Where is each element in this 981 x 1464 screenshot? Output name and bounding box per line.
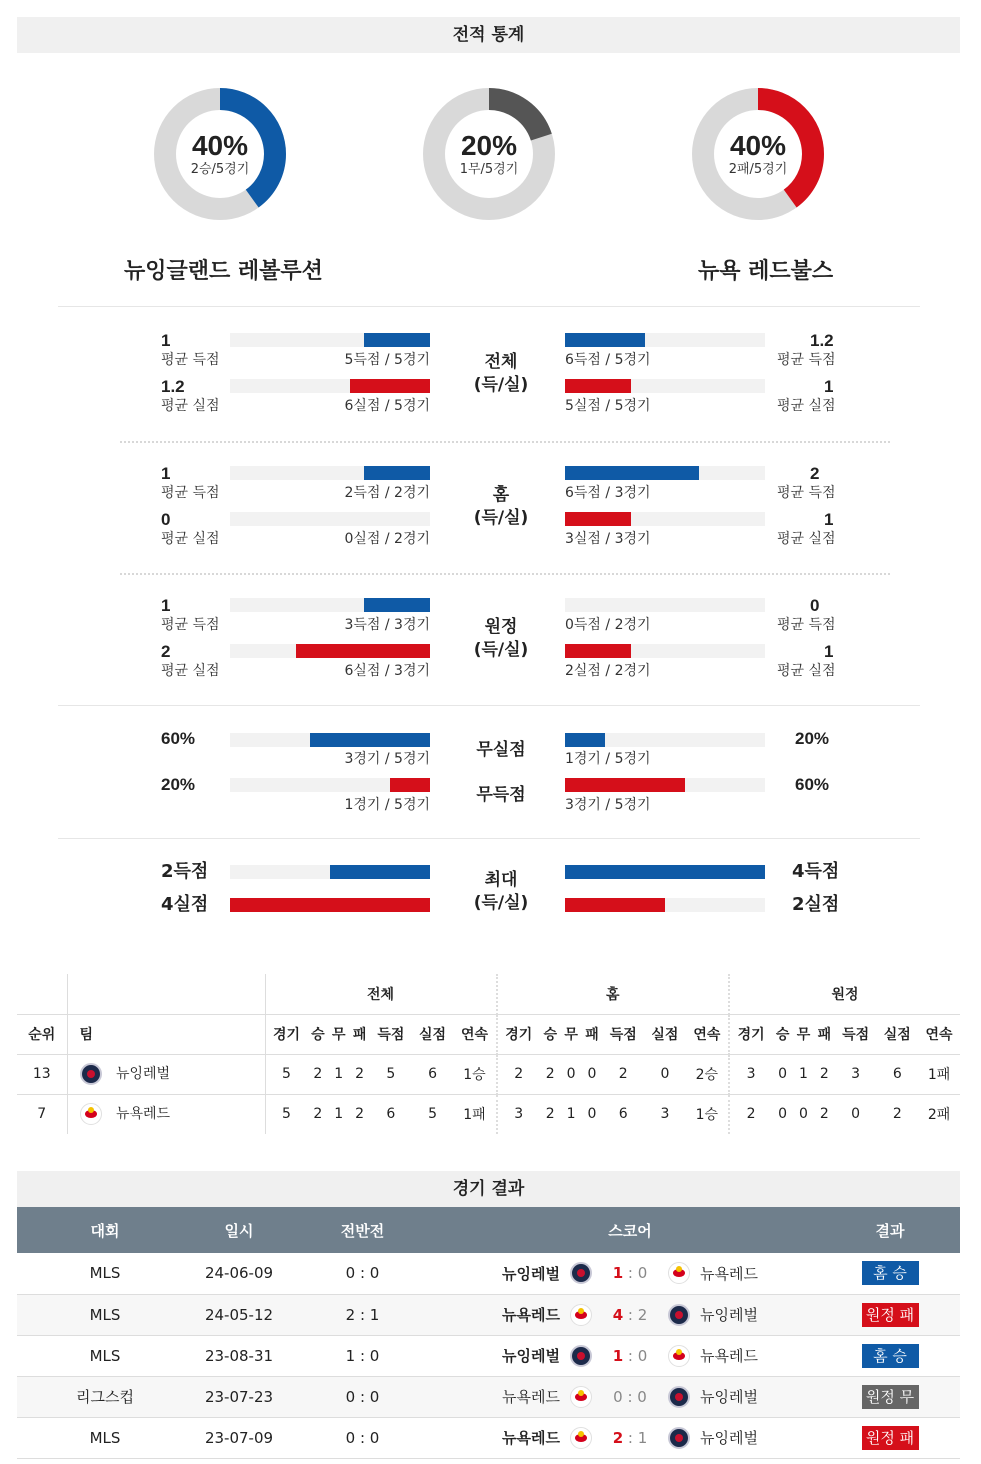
away-team-name: 뉴욕 레드불스: [698, 259, 834, 284]
score-cell: [440, 1253, 820, 1294]
stat-cell: 1: [799, 1066, 808, 1082]
match-date: 23-08-31: [193, 1335, 285, 1376]
stat-cell: 2: [545, 1106, 555, 1123]
away-conceded-caption: 2실점 / 2경기: [565, 663, 651, 679]
group-label: 전체: [484, 352, 518, 372]
results-col-competition: 대회: [17, 1207, 193, 1253]
col-0-3: 패: [352, 1027, 367, 1043]
home-avg-conceded: 1.2: [161, 377, 185, 396]
score: 4 : 2: [612, 1305, 648, 1324]
col-1-0: 경기: [497, 1014, 540, 1054]
halftime-score: 1 : 0: [285, 1335, 440, 1376]
away-avg-scored-label: 평균 득점: [777, 485, 836, 501]
home-conceded-bar: [230, 379, 430, 393]
stats-section-title: 전적 통계: [17, 17, 960, 53]
home-cleansheet-value: 60%: [161, 729, 196, 748]
col-0-2: 무: [331, 1027, 346, 1043]
away-scored-bar: [565, 466, 765, 480]
home-score: 1: [612, 1346, 624, 1365]
home-max-conceded-bar: [230, 898, 430, 912]
away-avg-conceded: 1: [824, 510, 834, 529]
redbulls-logo-icon: [570, 1304, 592, 1326]
stat-cell: 6: [892, 1066, 902, 1082]
home-conceded-bar: [230, 512, 430, 526]
home-conceded-fill: [350, 379, 430, 393]
home-cleansheet-fill: [310, 733, 430, 747]
standings-group-away: 원정: [729, 974, 960, 1014]
home-avg-scored: 1: [161, 331, 171, 350]
noscore-label: 무득점: [476, 785, 526, 805]
home-scored-fill: [364, 333, 430, 347]
result-row: [17, 1294, 960, 1335]
away-avg-conceded-label: 평균 실점: [777, 398, 836, 414]
col-1-2: 무: [564, 1027, 578, 1043]
away-cleansheet-caption: 1경기 / 5경기: [565, 751, 651, 767]
away-max-conceded: 2실점: [792, 894, 840, 915]
stat-cell: 1승: [463, 1067, 486, 1083]
stat-cell: 5: [265, 1094, 307, 1134]
score-cell: [440, 1294, 820, 1335]
halftime-score: 0 : 0: [285, 1376, 440, 1417]
col-1-6: 연속: [693, 1027, 721, 1043]
competition: MLS: [17, 1417, 193, 1458]
away-conceded-bar: [565, 512, 765, 526]
away-cleansheet-bar: [565, 733, 765, 747]
home-conceded-bar: [230, 644, 430, 658]
home-avg-conceded-label: 평균 실점: [161, 531, 220, 547]
col-2-2: 무: [796, 1027, 811, 1043]
stat-cell: 0: [778, 1106, 788, 1123]
draw-rate-donut: [421, 86, 557, 222]
away-score: 0: [637, 1346, 648, 1365]
team-name: 뉴잉레벌: [115, 1066, 171, 1082]
result-row: [17, 1376, 960, 1417]
away-score: 0: [637, 1387, 647, 1406]
home-score: 1: [612, 1264, 624, 1283]
stat-cell: 2: [729, 1094, 772, 1134]
standings-row: [17, 1054, 960, 1094]
home-scored-caption: 5득점 / 5경기: [344, 352, 430, 368]
revolution-logo-icon: [668, 1304, 690, 1326]
away-avg-conceded-label: 평균 실점: [777, 531, 836, 547]
stat-cell: 0: [778, 1066, 788, 1082]
away-team: 뉴잉레벌: [700, 1388, 758, 1406]
stat-cell: 0: [851, 1106, 861, 1123]
home-avg-scored-label: 평균 득점: [161, 352, 220, 368]
col-rank: 순위: [28, 1027, 56, 1043]
stat-cell: 2: [313, 1106, 323, 1123]
away-team: 뉴욕레드: [700, 1264, 758, 1283]
divider: [58, 306, 920, 307]
away-avg-scored: 0: [810, 596, 820, 615]
max-label: 최대: [484, 870, 518, 890]
away-conceded-caption: 5실점 / 5경기: [565, 398, 651, 414]
away-scored-fill: [565, 466, 699, 480]
away-conceded-caption: 3실점 / 3경기: [565, 531, 651, 547]
stat-cell: 1패: [463, 1107, 486, 1124]
stat-cell: 1패: [927, 1067, 951, 1083]
home-conceded-caption: 0실점 / 2경기: [344, 531, 430, 547]
col-1-3: 패: [585, 1027, 599, 1043]
stat-cell: 5: [428, 1106, 437, 1123]
away-scored-caption: 6득점 / 3경기: [565, 485, 651, 501]
cleansheet-label: 무실점: [476, 740, 526, 760]
match-date: 23-07-09: [193, 1417, 285, 1458]
result-row: [17, 1335, 960, 1376]
result-cell: [820, 1294, 960, 1335]
stat-cell: 2: [355, 1066, 365, 1082]
stat-cell: 6: [428, 1066, 437, 1082]
away-conceded-fill: [565, 644, 631, 658]
stat-cell: 2: [618, 1066, 628, 1082]
stat-cell: 2: [819, 1106, 829, 1123]
team-cell: [67, 1094, 265, 1134]
redbulls-logo-icon: [80, 1103, 102, 1125]
loss-rate-donut: [690, 86, 826, 222]
away-max-conceded-bar: [565, 898, 765, 912]
stat-cell: 3: [660, 1106, 670, 1123]
home-team: 뉴잉레벌: [502, 1264, 560, 1283]
col-0-5: 실점: [419, 1027, 447, 1043]
result-cell: [820, 1335, 960, 1376]
competition: MLS: [17, 1335, 193, 1376]
home-noscore-fill: [390, 778, 430, 792]
group-label: 원정: [484, 617, 518, 637]
home-scored-fill: [364, 466, 430, 480]
home-max-scored-fill: [330, 865, 430, 879]
stat-cell: 3: [851, 1066, 861, 1082]
loss-rate-percent: 40%: [729, 130, 787, 161]
away-scored-caption: 6득점 / 5경기: [565, 352, 651, 368]
home-noscore-bar: [230, 778, 430, 792]
home-max-conceded-fill: [230, 898, 430, 912]
revolution-logo-icon: [668, 1386, 690, 1408]
home-noscore-caption: 1경기 / 5경기: [344, 797, 430, 813]
revolution-logo-icon: [668, 1427, 690, 1449]
home-team: 뉴욕레드: [502, 1306, 560, 1324]
away-avg-scored-label: 평균 득점: [777, 617, 836, 633]
home-avg-conceded: 2: [161, 642, 171, 661]
stat-cell: 6: [386, 1106, 396, 1123]
win-rate-donut: [152, 86, 288, 222]
away-conceded-fill: [565, 379, 631, 393]
score: 2 : 1: [612, 1428, 648, 1447]
away-avg-scored: 2: [810, 464, 820, 483]
stat-cell: 2: [545, 1066, 555, 1082]
match-date: 24-05-12: [193, 1294, 285, 1335]
result-row: [17, 1417, 960, 1458]
rank: 7: [37, 1106, 47, 1123]
match-date: 23-07-23: [193, 1376, 285, 1417]
home-conceded-caption: 6실점 / 3경기: [344, 663, 430, 679]
max-sublabel: (득/실): [473, 893, 529, 913]
score-cell: [440, 1376, 820, 1417]
stat-cell: 1: [334, 1106, 344, 1123]
home-avg-conceded-label: 평균 실점: [161, 663, 220, 679]
results-col-score: 스코어: [440, 1207, 820, 1253]
col-team: 팀: [67, 1014, 265, 1054]
home-conceded-fill: [296, 644, 430, 658]
results-col-halftime: 전반전: [285, 1207, 440, 1253]
home-avg-conceded-label: 평균 실점: [161, 398, 220, 414]
draw-rate-detail: 1무/5경기: [459, 162, 519, 177]
redbulls-logo-icon: [668, 1262, 690, 1284]
stat-cell: 1: [566, 1106, 576, 1123]
away-scored-caption: 0득점 / 2경기: [565, 617, 651, 633]
result-badge: 홈 승: [862, 1344, 919, 1368]
loss-rate-detail: 2패/5경기: [728, 162, 788, 177]
redbulls-logo-icon: [570, 1427, 592, 1449]
score-cell: [440, 1335, 820, 1376]
home-scored-bar: [230, 598, 430, 612]
away-cleansheet-fill: [565, 733, 605, 747]
result-row: [17, 1253, 960, 1294]
stat-cell: 0: [587, 1066, 597, 1082]
halftime-score: 0 : 0: [285, 1253, 440, 1294]
standings-row: [17, 1094, 960, 1134]
away-team: 뉴잉레벌: [700, 1306, 758, 1324]
score: 1 : 0: [612, 1346, 648, 1365]
halftime-score: 0 : 0: [285, 1417, 440, 1458]
result-cell: [820, 1417, 960, 1458]
competition: MLS: [17, 1294, 193, 1335]
col-0-1: 승: [311, 1027, 325, 1043]
stat-cell: 5: [265, 1054, 307, 1094]
stat-cell: 2: [819, 1066, 829, 1082]
away-avg-conceded: 1: [824, 642, 834, 661]
group-sublabel: (득/실): [473, 640, 529, 660]
home-scored-caption: 3득점 / 3경기: [344, 617, 430, 633]
draw-rate-percent: 20%: [460, 130, 518, 161]
col-0-4: 득점: [377, 1027, 405, 1043]
stat-cell: 3: [729, 1054, 772, 1094]
standings-group-home: 홈: [497, 974, 729, 1014]
away-noscore-caption: 3경기 / 5경기: [565, 797, 651, 813]
results-col-result: 결과: [820, 1207, 960, 1253]
stat-cell: 1: [334, 1066, 344, 1082]
results-table: [17, 1207, 960, 1459]
match-date: 24-06-09: [193, 1253, 285, 1294]
win-rate-percent: 40%: [191, 130, 249, 161]
away-scored-bar: [565, 333, 765, 347]
col-2-1: 승: [775, 1027, 790, 1043]
redbulls-logo-icon: [570, 1386, 592, 1408]
home-max-scored-bar: [230, 865, 430, 879]
home-cleansheet-caption: 3경기 / 5경기: [344, 751, 430, 767]
away-team: 뉴잉레벌: [700, 1429, 758, 1447]
home-avg-scored-label: 평균 득점: [161, 485, 220, 501]
away-max-scored-fill: [565, 865, 765, 879]
home-avg-scored: 1: [161, 464, 171, 483]
team-name: 뉴욕레드: [115, 1106, 171, 1123]
stat-cell: 0: [587, 1106, 597, 1123]
away-avg-conceded-label: 평균 실점: [777, 663, 836, 679]
away-avg-scored: 1.2: [810, 331, 834, 350]
away-avg-conceded: 1: [824, 377, 834, 396]
home-scored-bar: [230, 466, 430, 480]
away-conceded-fill: [565, 512, 631, 526]
revolution-logo-icon: [80, 1063, 102, 1085]
group-label: 홈: [492, 485, 510, 505]
competition: MLS: [17, 1253, 193, 1294]
col-1-1: 승: [543, 1027, 558, 1043]
result-badge: 원정 무: [862, 1385, 919, 1409]
win-rate-detail: 2승/5경기: [190, 162, 250, 177]
result-cell: [820, 1253, 960, 1294]
dotted-divider: [120, 441, 890, 443]
stat-cell: 2승: [695, 1067, 719, 1083]
away-cleansheet-value: 20%: [795, 729, 830, 748]
home-max-scored: 2득점: [161, 861, 209, 882]
away-noscore-bar: [565, 778, 765, 792]
home-score: 2: [612, 1428, 624, 1447]
stat-cell: 0: [660, 1066, 670, 1082]
stat-cell: 0: [566, 1066, 576, 1082]
stat-cell: 6: [618, 1106, 628, 1123]
results-section-title: 경기 결과: [17, 1171, 960, 1207]
score-cell: [440, 1417, 820, 1458]
halftime-score: 2 : 1: [285, 1294, 440, 1335]
away-conceded-bar: [565, 644, 765, 658]
home-scored-caption: 2득점 / 2경기: [344, 485, 430, 501]
home-score: 4: [612, 1305, 624, 1324]
stat-cell: 0: [799, 1106, 808, 1123]
col-1-5: 실점: [651, 1027, 679, 1043]
home-team-name: 뉴잉글랜드 레볼루션: [124, 259, 323, 284]
away-score: 1: [637, 1428, 648, 1447]
home-noscore-value: 20%: [161, 775, 196, 794]
stat-cell: 2패: [927, 1107, 951, 1124]
col-1-4: 득점: [609, 1027, 637, 1043]
competition: 리그스컵: [17, 1376, 193, 1417]
standings-group-all: 전체: [265, 974, 497, 1014]
home-team: 뉴잉레벌: [502, 1347, 560, 1365]
col-2-5: 실점: [883, 1027, 911, 1043]
col-0-0: 경기: [265, 1014, 307, 1054]
home-scored-fill: [364, 598, 430, 612]
away-scored-fill: [565, 333, 645, 347]
revolution-logo-icon: [570, 1345, 592, 1367]
away-conceded-bar: [565, 379, 765, 393]
result-badge: 원정 패: [862, 1303, 919, 1327]
divider: [58, 705, 920, 706]
stat-cell: 3: [497, 1094, 540, 1134]
away-noscore-value: 60%: [795, 775, 830, 794]
score: 0 : 0: [613, 1387, 647, 1406]
stat-cell: 2: [497, 1054, 540, 1094]
col-2-0: 경기: [729, 1014, 772, 1054]
stat-cell: 2: [355, 1106, 365, 1123]
away-max-scored-bar: [565, 865, 765, 879]
away-max-scored: 4득점: [792, 861, 840, 882]
away-avg-scored-label: 평균 득점: [777, 352, 836, 368]
group-sublabel: (득/실): [473, 375, 529, 395]
stat-cell: 2: [892, 1106, 902, 1123]
away-max-conceded-fill: [565, 898, 665, 912]
home-avg-conceded: 0: [161, 510, 171, 529]
away-score: 2: [637, 1305, 648, 1324]
home-avg-scored-label: 평균 득점: [161, 617, 220, 633]
col-2-6: 연속: [925, 1027, 953, 1043]
revolution-logo-icon: [570, 1262, 592, 1284]
stat-cell: 1승: [695, 1107, 719, 1124]
home-max-conceded: 4실점: [161, 894, 209, 915]
result-badge: 홈 승: [862, 1261, 919, 1285]
home-cleansheet-bar: [230, 733, 430, 747]
redbulls-logo-icon: [668, 1345, 690, 1367]
stat-cell: 2: [313, 1066, 323, 1082]
home-scored-bar: [230, 333, 430, 347]
team-cell: [67, 1054, 265, 1094]
results-col-date: 일시: [193, 1207, 285, 1253]
divider: [58, 838, 920, 839]
home-conceded-caption: 6실점 / 5경기: [344, 398, 430, 414]
col-2-4: 득점: [842, 1027, 870, 1043]
home-score: 0: [613, 1387, 623, 1406]
standings-table: [17, 974, 960, 1134]
home-team: 뉴욕레드: [502, 1429, 560, 1447]
home-team: 뉴욕레드: [502, 1388, 560, 1406]
away-scored-bar: [565, 598, 765, 612]
col-2-3: 패: [817, 1027, 832, 1043]
dotted-divider: [120, 573, 890, 575]
stat-cell: 5: [386, 1066, 396, 1082]
home-avg-scored: 1: [161, 596, 171, 615]
away-score: 0: [637, 1264, 648, 1283]
col-0-6: 연속: [460, 1027, 489, 1043]
result-badge: 원정 패: [862, 1426, 919, 1450]
rank: 13: [32, 1066, 51, 1082]
away-noscore-fill: [565, 778, 685, 792]
away-team: 뉴욕레드: [700, 1347, 758, 1365]
result-cell: [820, 1376, 960, 1417]
score: 1 : 0: [612, 1264, 648, 1283]
group-sublabel: (득/실): [473, 508, 529, 528]
